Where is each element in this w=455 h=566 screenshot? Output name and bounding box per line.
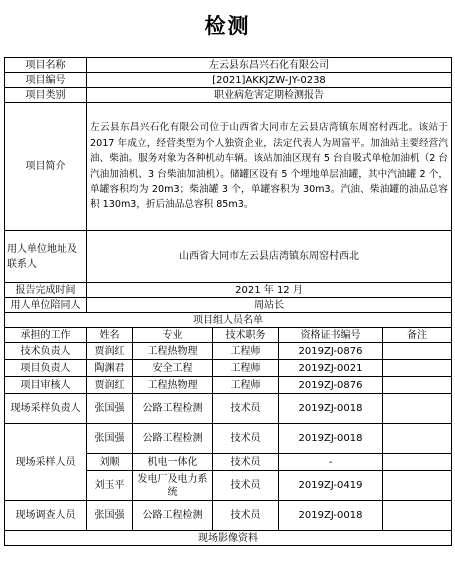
staff-title: 技术员 xyxy=(213,471,279,501)
report-date-value: 2021 年 12 月 xyxy=(87,283,452,298)
row-employer-address xyxy=(5,231,452,283)
staff-note xyxy=(383,501,452,531)
staff-section-title-row xyxy=(5,313,452,328)
staff-role: 项目审核人 xyxy=(5,377,87,394)
staff-name: 张国强 xyxy=(87,501,133,531)
project-type-label: 项目类别 xyxy=(5,88,87,103)
staff-major: 安全工程 xyxy=(133,360,213,377)
staff-cert: 2019ZJ-0018 xyxy=(279,394,383,424)
staff-major: 公路工程检测 xyxy=(133,501,213,531)
employer-address-value: 山西省大同市左云县店湾镇东周窑村西北 xyxy=(87,231,452,283)
staff-note xyxy=(383,394,452,424)
table-row xyxy=(5,424,452,454)
staff-note xyxy=(383,360,452,377)
row-project-name xyxy=(5,58,452,73)
project-info-table xyxy=(4,57,452,546)
table-row xyxy=(5,394,452,424)
sampling-group-role: 现场采样人员 xyxy=(5,424,87,501)
staff-role: 技术负责人 xyxy=(5,343,87,360)
header-major: 专业 xyxy=(133,328,213,343)
header-name: 姓名 xyxy=(87,328,133,343)
header-title: 技术职务 xyxy=(213,328,279,343)
staff-title: 技术员 xyxy=(213,454,279,471)
staff-name: 张国强 xyxy=(87,424,133,454)
staff-section-title: 项目组人员名单 xyxy=(5,313,452,328)
staff-name: 贾润红 xyxy=(87,343,133,360)
project-code-value: [2021]AKKJZW-JY-0238 xyxy=(87,73,452,88)
table-row xyxy=(5,360,452,377)
project-intro-label: 项目简介 xyxy=(5,103,87,231)
staff-note xyxy=(383,424,452,454)
row-project-code xyxy=(5,73,452,88)
staff-cert: - xyxy=(279,454,383,471)
staff-role: 现场采样负责人 xyxy=(5,394,87,424)
staff-note xyxy=(383,471,452,501)
row-project-type xyxy=(5,88,452,103)
project-intro-value: 左云县东昌兴石化有限公司位于山西省大同市左云县店湾镇东周窑村西北。该站于 2017 年成立，经营类型为个人独资企业，法定代表人为周富平。加油站主要经营汽油、柴油。服务对象为各种机动车辆。该站加油区现有 5 台自吸式单枪加油机（2 台汽油加油机、3 台柴油加油机）。储罐区设有 5 个埋地单层油罐，其中汽油罐 2 个，单罐容积均为 20m3；柴油罐 3 个，单罐容积为 30m3。汽油、柴油罐的油品总容积 130m3，折后油品总容积 85m3。 xyxy=(87,103,452,231)
escort-value: 周站长 xyxy=(87,298,452,313)
report-date-label: 报告完成时间 xyxy=(5,283,87,298)
staff-name: 张国强 xyxy=(87,394,133,424)
staff-cert: 2019ZJ-0018 xyxy=(279,424,383,454)
project-name-value: 左云县东昌兴石化有限公司 xyxy=(87,58,452,73)
project-name-label: 项目名称 xyxy=(5,58,87,73)
staff-name: 陶渊君 xyxy=(87,360,133,377)
table-row xyxy=(5,377,452,394)
row-escort xyxy=(5,298,452,313)
staff-title: 工程师 xyxy=(213,343,279,360)
escort-label: 用人单位陪同人 xyxy=(5,298,87,313)
staff-cert: 2019ZJ-0876 xyxy=(279,343,383,360)
staff-name: 贾润红 xyxy=(87,377,133,394)
staff-title: 技术员 xyxy=(213,394,279,424)
row-project-intro xyxy=(5,103,452,231)
photos-section-title: 现场影像资料 xyxy=(5,531,452,546)
staff-role: 项目负责人 xyxy=(5,360,87,377)
project-type-value: 职业病危害定期检测报告 xyxy=(87,88,452,103)
staff-role: 现场调查人员 xyxy=(5,501,87,531)
staff-title: 技术员 xyxy=(213,501,279,531)
header-cert: 资格证书编号 xyxy=(279,328,383,343)
staff-major: 工程热物理 xyxy=(133,343,213,360)
project-code-label: 项目编号 xyxy=(5,73,87,88)
photos-section-row xyxy=(5,531,452,546)
staff-header-row xyxy=(5,328,452,343)
staff-note xyxy=(383,377,452,394)
staff-major: 工程热物理 xyxy=(133,377,213,394)
staff-major: 机电一体化 xyxy=(133,454,213,471)
staff-title: 技术员 xyxy=(213,424,279,454)
staff-name: 刘顺 xyxy=(87,454,133,471)
staff-cert: 2019ZJ-0419 xyxy=(279,471,383,501)
staff-name: 刘玉平 xyxy=(87,471,133,501)
staff-cert: 2019ZJ-0018 xyxy=(279,501,383,531)
table-row xyxy=(5,343,452,360)
staff-note xyxy=(383,343,452,360)
staff-major: 公路工程检测 xyxy=(133,424,213,454)
staff-major: 发电厂及电力系统 xyxy=(133,471,213,501)
staff-title: 工程师 xyxy=(213,377,279,394)
staff-cert: 2019ZJ-0876 xyxy=(279,377,383,394)
staff-major: 公路工程检测 xyxy=(133,394,213,424)
employer-address-label: 用人单位地址及联系人 xyxy=(5,231,87,283)
staff-note xyxy=(383,454,452,471)
row-report-date xyxy=(5,283,452,298)
header-note: 备注 xyxy=(383,328,452,343)
document-title: 检测 xyxy=(204,13,251,38)
header-role: 承担的工作 xyxy=(5,328,87,343)
table-row xyxy=(5,501,452,531)
staff-cert: 2019ZJ-0021 xyxy=(279,360,383,377)
staff-title: 工程师 xyxy=(213,360,279,377)
